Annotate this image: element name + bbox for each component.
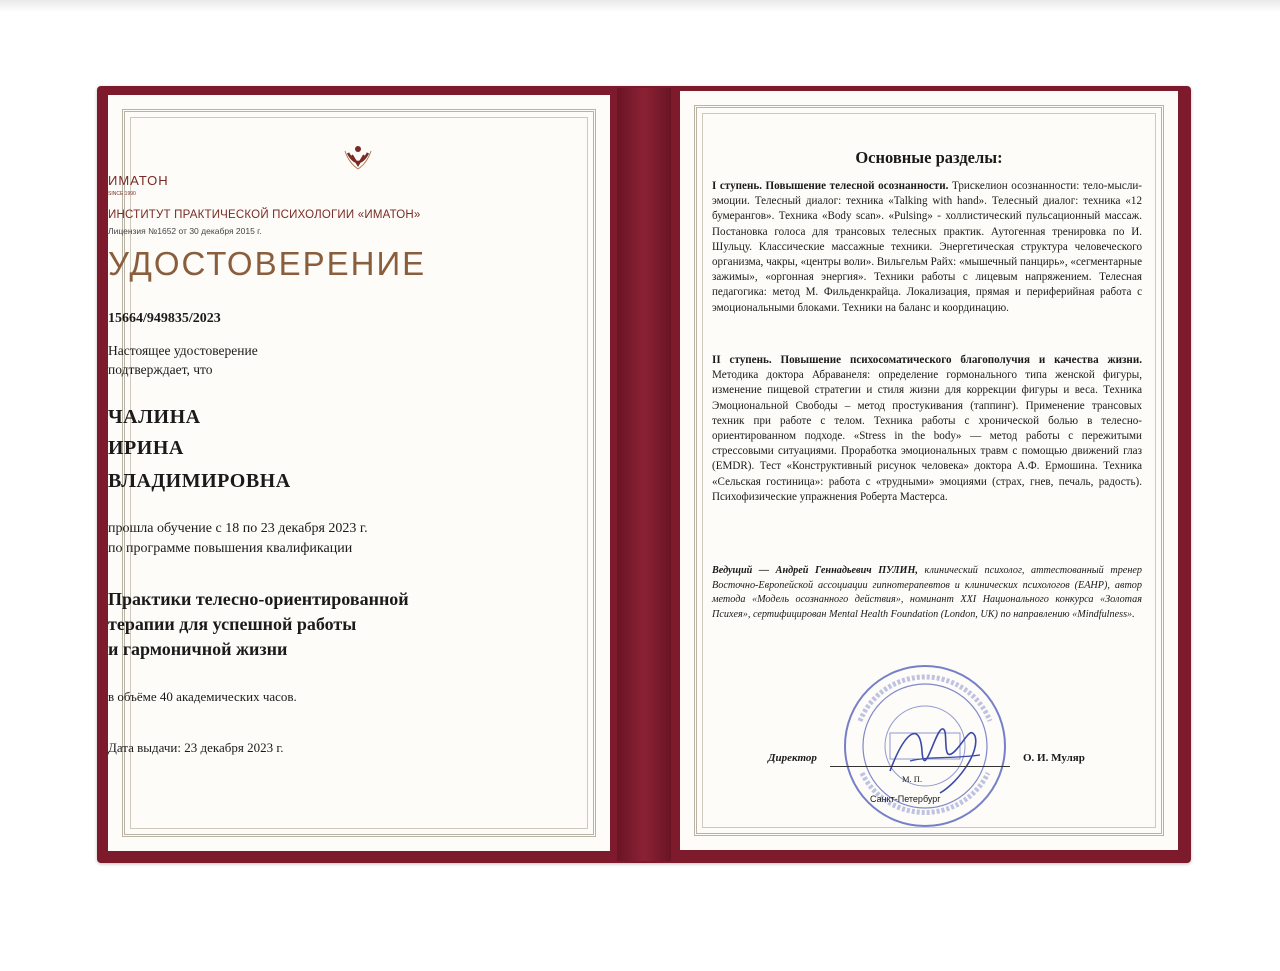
completed-line-2: по программе повышения квалификации bbox=[108, 541, 353, 556]
patronymic: ВЛАДИМИРОВНА bbox=[108, 470, 291, 492]
stage-2-heading: II ступень. Повышение психосоматического благополучия и качества жизни. bbox=[712, 354, 1142, 366]
imaton-logo-icon bbox=[335, 143, 381, 173]
director-label: Директор bbox=[768, 752, 817, 764]
left-page bbox=[108, 95, 610, 851]
institute-name: ИНСТИТУТ ПРАКТИЧЕСКОЙ ПСИХОЛОГИИ «ИМАТОН» bbox=[108, 209, 421, 221]
logo-text: ИМАТОН bbox=[108, 173, 169, 188]
certificate-number: 15664/949835/2023 bbox=[108, 311, 221, 326]
signature-line bbox=[830, 766, 1010, 767]
scan-edge bbox=[0, 0, 1280, 12]
stamp-place-label: М. П. bbox=[902, 774, 923, 784]
completed-line-1: прошла обучение с 18 по 23 декабря 2023 г. bbox=[108, 521, 368, 536]
stage-1-text: Трискелион осознанности: тело-мысли-эмоции. Телесный диалог: техника «Talking with hand». Телесный диалог: техника «12 бумерангов». Техника «Body scan». «Pulsing» - холлистический пульсационный массаж. Постановка голоса для трансовых телесных практик. Аутогенная тренировка по И. Шульцу. Классические массажные техники. Энергетическая структура человеческого организма, чакры, «центры воли». Вильгельм Райх: «мышечный панцирь», «сегментарные зажимы», «оргонная энергия». Техники работы с лицевым напряжением. Телесная педагогика: метод М. Фильденкрайца. Локализация, прямая и периферийная работа с эмоциональными блоками. Техники на баланс и координацию. bbox=[712, 180, 1142, 314]
sections-title: Основные разделы: bbox=[855, 148, 1003, 167]
city-label: Санкт-Петербург bbox=[870, 794, 941, 804]
stage-2-text: Методика доктора Абравaнеля: определение гормонального типа женской фигуры, изменение пищевой стратегии и стиля жизни для коррекции фигуры и веса. Техника Эмоциональной Свободы – метод простукивания (таппинг). Применение трансовых техник при работе с телом. Техника работы с хронической болью в телесно-ориентированном подходе. «Stress in the body» — метод работы с пережитыми стрессовыми ситуациями. Проработка эмоциональных травм с помощью движений глаз (EMDR). Тест «Конструктивный рисунок человека» доктора А.Ф. Ермошина. Техника «Сельская гостиница»: работа с «трудными» эмоциями (страх, гнев, печаль, радость). Психофизические упражнения Роберта Мастерса. bbox=[712, 369, 1142, 503]
confirm-line-1: Настоящее удостоверение bbox=[108, 343, 258, 358]
license-line: Лицензия №1652 от 30 декабря 2015 г. bbox=[108, 226, 262, 236]
issue-date: Дата выдачи: 23 декабря 2023 г. bbox=[108, 740, 284, 755]
surname: ЧАЛИНА bbox=[108, 406, 201, 428]
course-volume: в объёме 40 академических часов. bbox=[108, 689, 297, 704]
first-name: ИРИНА bbox=[108, 437, 184, 459]
program-title-line-3: и гармоничной жизни bbox=[108, 639, 288, 659]
program-title-line-2: терапии для успешной работы bbox=[108, 614, 357, 634]
logo-since: SINCE 1990 bbox=[108, 191, 136, 197]
leader-text: клинический психолог, аттестованный тренер Восточно-Европейской ассоциации гипнотерапевтов и клинических психологов (ЕАНР), автор метода «Модель осознанного действия», номинант XXI Национального конкурса «Золотая Психея», сертифицирован Mental Health Foundation (London, UK) по направлению «Mindfulness». bbox=[712, 565, 1142, 620]
leader-heading: Ведущий — Андрей Геннадьевич ПУЛИН, bbox=[712, 565, 918, 576]
confirm-line-2: подтверждает, что bbox=[108, 362, 213, 377]
certificate-title: УДОСТОВЕРЕНИЕ bbox=[108, 245, 427, 282]
stage-2-section bbox=[712, 353, 1142, 505]
stage-1-section bbox=[712, 179, 1142, 316]
stage-1-heading: I ступень. Повышение телесной осознанности. bbox=[712, 180, 949, 192]
cover-spine bbox=[617, 88, 671, 861]
right-page bbox=[680, 91, 1178, 850]
leader-section bbox=[712, 564, 1142, 622]
director-name: О. И. Муляр bbox=[1023, 752, 1085, 764]
director-signature-icon bbox=[880, 711, 990, 801]
program-title-line-1: Практики телесно-ориентированной bbox=[108, 589, 409, 609]
